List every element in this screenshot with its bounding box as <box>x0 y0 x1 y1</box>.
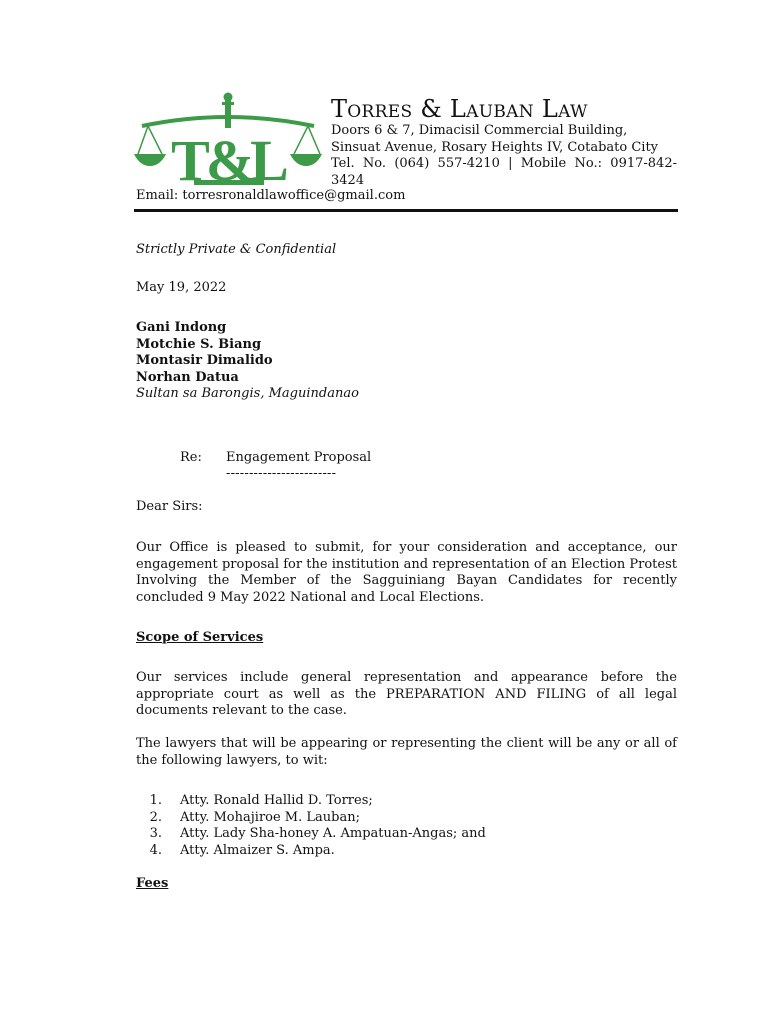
lawyer-name: Atty. Almaizer S. Ampa. <box>180 842 335 858</box>
letter-date: May 19, 2022 <box>136 280 227 295</box>
logo-monogram: T&L <box>171 128 285 188</box>
firm-name: Torres & Lauban Law <box>331 95 588 123</box>
list-number: 1. <box>149 793 162 808</box>
law-firm-logo <box>134 92 322 188</box>
contact-numbers: Tel. No. (064) 557-4210 | Mobile No.: 0917-842-3424 <box>331 156 677 188</box>
re-label: Re: <box>180 450 202 465</box>
salutation: Dear Sirs: <box>136 499 203 514</box>
recipient-name: Motchie S. Biang <box>136 336 262 352</box>
lawyer-name: Atty. Ronald Hallid D. Torres; <box>180 793 373 808</box>
recipient-name: Montasir Dimalido <box>136 353 273 368</box>
recipient-location: Sultan sa Barongis, Maguindanao <box>136 386 359 401</box>
address-line-1: Doors 6 & 7, Dimacisil Commercial Building, <box>331 123 628 138</box>
scope-paragraph: Our services include general representation and appearance before the appropriate court as well as the PREPARATION AND FILING of all legal documents relevant to the case. <box>136 670 677 718</box>
list-item <box>136 810 486 827</box>
intro-paragraph: Our Office is pleased to submit, for your consideration and acceptance, our engagement proposal for the institution and representation of an Election Protest Involving the Member of the Sagguiniang Bayan Candidates for recently concluded 9 May 2022 National and Local Elections. <box>136 540 677 605</box>
scope-heading: Scope of Services <box>136 630 264 645</box>
list-number: 4. <box>149 842 162 858</box>
list-item <box>136 843 486 860</box>
letterhead-divider <box>134 209 678 212</box>
re-underline: ------------------------ <box>226 466 337 481</box>
address-line-2: Sinsuat Avenue, Rosary Heights IV, Cotabato City <box>331 139 659 155</box>
re-subject: Engagement Proposal <box>226 450 372 465</box>
list-number: 3. <box>149 826 162 841</box>
recipient-name: Norhan Datua <box>136 369 239 385</box>
lawyers-intro-paragraph: The lawyers that will be appearing or representing the client will be any or all of the following lawyers, to wit: <box>136 736 677 768</box>
list-item <box>136 793 486 810</box>
recipient-name: Gani Indong <box>136 320 227 335</box>
firm-address <box>331 123 677 189</box>
lawyer-name: Atty. Lady Sha-honey A. Ampatuan-Angas; and <box>180 826 486 841</box>
list-item <box>136 826 486 843</box>
confidentiality-notice: Strictly Private & Confidential <box>136 242 337 257</box>
firm-email: Email: torresronaldlawoffice@gmail.com <box>136 188 406 203</box>
recipients-block <box>136 320 359 403</box>
lawyers-list <box>136 793 486 859</box>
lawyer-name: Atty. Mohajiroe M. Lauban; <box>180 809 360 825</box>
list-number: 2. <box>149 809 162 825</box>
fees-heading: Fees <box>136 876 169 891</box>
